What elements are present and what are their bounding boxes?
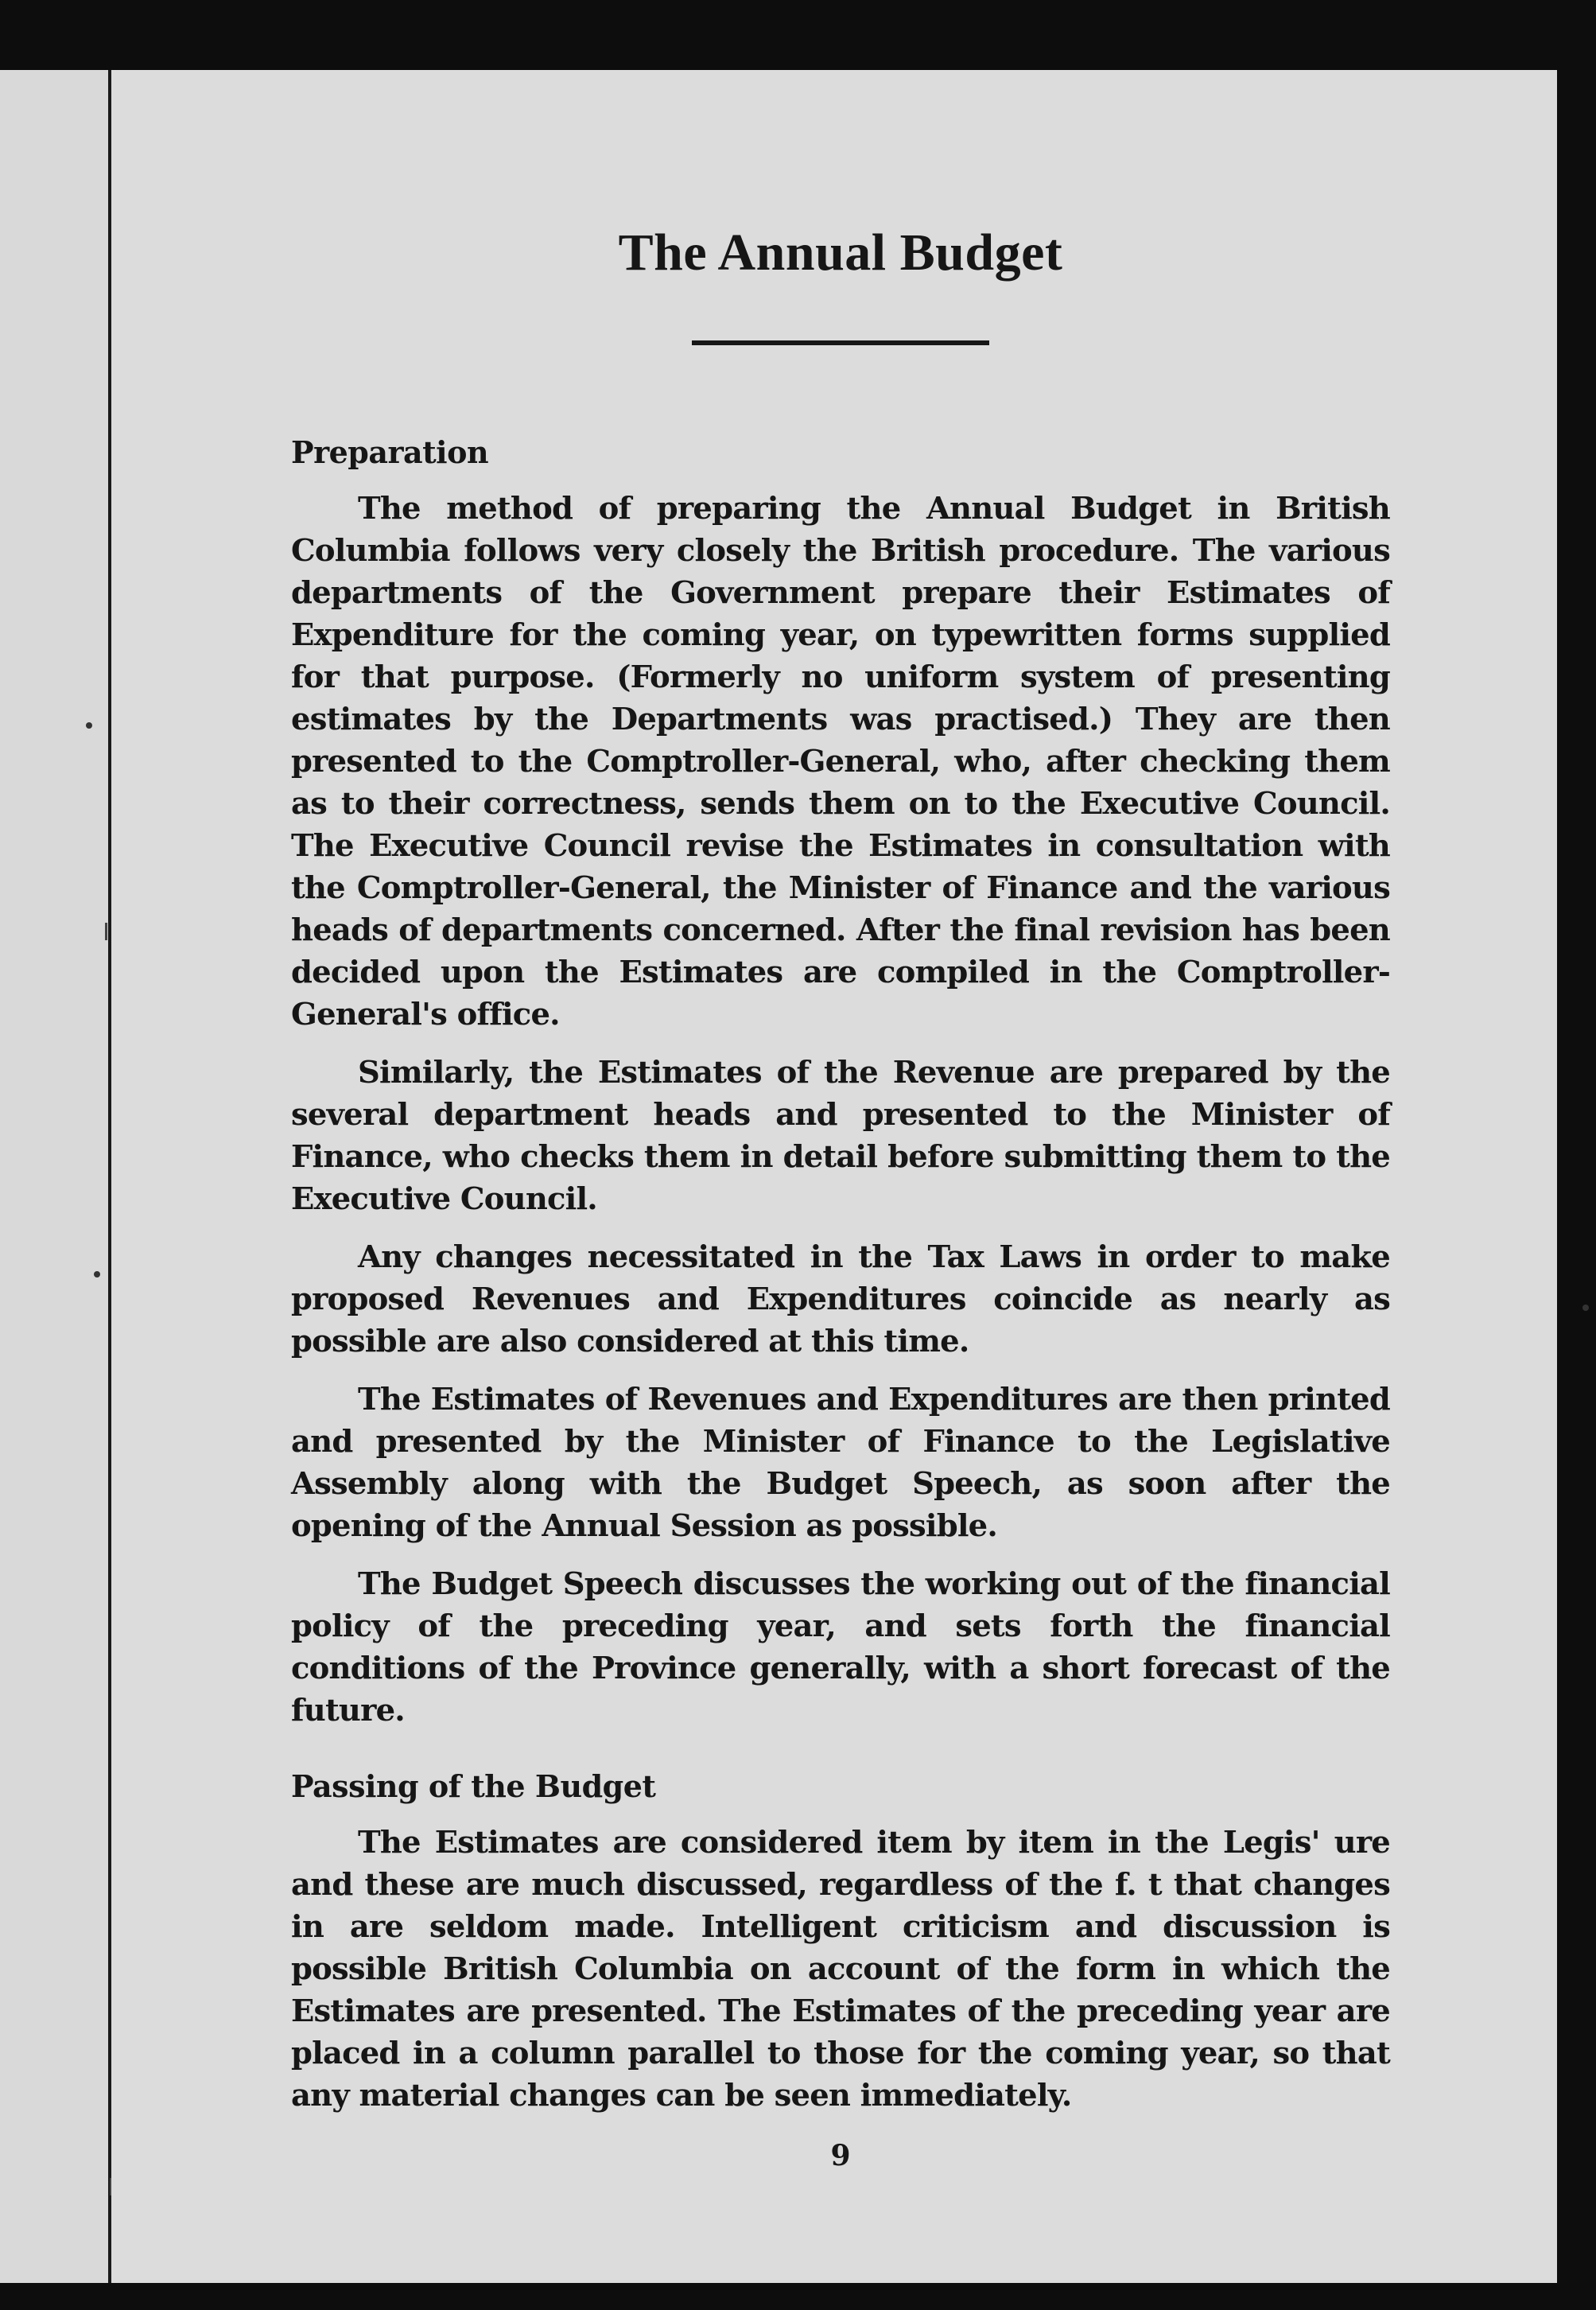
facing-page-edge (0, 70, 111, 2283)
page-number: 9 (830, 2139, 851, 2172)
page-title: The Annual Budget (618, 224, 1063, 282)
section-heading-preparation: Preparation (291, 434, 489, 470)
margin-mark (105, 923, 107, 940)
paragraph: The Budget Speech discusses the working out of the financial policy of the preceding year, and sets forth the financial conditions of the Province generally, with a short forecast of the future. (291, 1566, 1390, 1729)
page-content (291, 223, 1390, 2172)
margin-speck (1582, 1305, 1589, 1311)
paragraph: The Estimates of Revenues and Expenditures are then printed and presented by the Minister of Finance to the Legislative Assembly along with the Budget Speech, as soon after the opening of the Annual Session as possible. (291, 1382, 1390, 1544)
margin-speck (86, 722, 92, 729)
section-heading-passing-of-the-budget: Passing of the Budget (291, 1768, 656, 1804)
paragraph: The method of preparing the Annual Budget in British Columbia follows very closely the British procedure. The various departments of the Government prepare their Estimates of Expenditure for the coming year, on typewritten forms supplied for that purpose. (Formerly no uniform system of presenting estimates by the Departments was practised.) They are then presented to the Comptroller-General, who, after checking them as to their correctness, sends them on to the Executive Council. The Executive Council revise the Estimates in consultation with the Comptroller-General, the Minister of Finance and the various heads of departments concerned. After the final revision has been decided upon the Estimates are compiled in the Comptroller-General's office. (291, 491, 1390, 1032)
title-rule (692, 340, 989, 345)
paragraph: Any changes necessitated in the Tax Laws in order to make proposed Revenues and Expenditures coincide as nearly as possible are also considered at this time. (291, 1239, 1390, 1359)
margin-speck (94, 1271, 100, 1278)
paragraph: The Estimates are considered item by item in the Legis' ure and these are much discussed, regardless of the f. t that changes in are seldom made. Intelligent criticism and discussion is possible British Columbia on account of the form in which the Estimates are presented. The Estimates of the preceding year are placed in a column parallel to those for the coming year, so that any material changes can be seen immediately. (291, 1825, 1390, 2114)
paragraph: Similarly, the Estimates of the Revenue are prepared by the several department heads and presented to the Minister of Finance, who checks them in detail before submitting them to the Executive Council. (291, 1055, 1390, 1217)
